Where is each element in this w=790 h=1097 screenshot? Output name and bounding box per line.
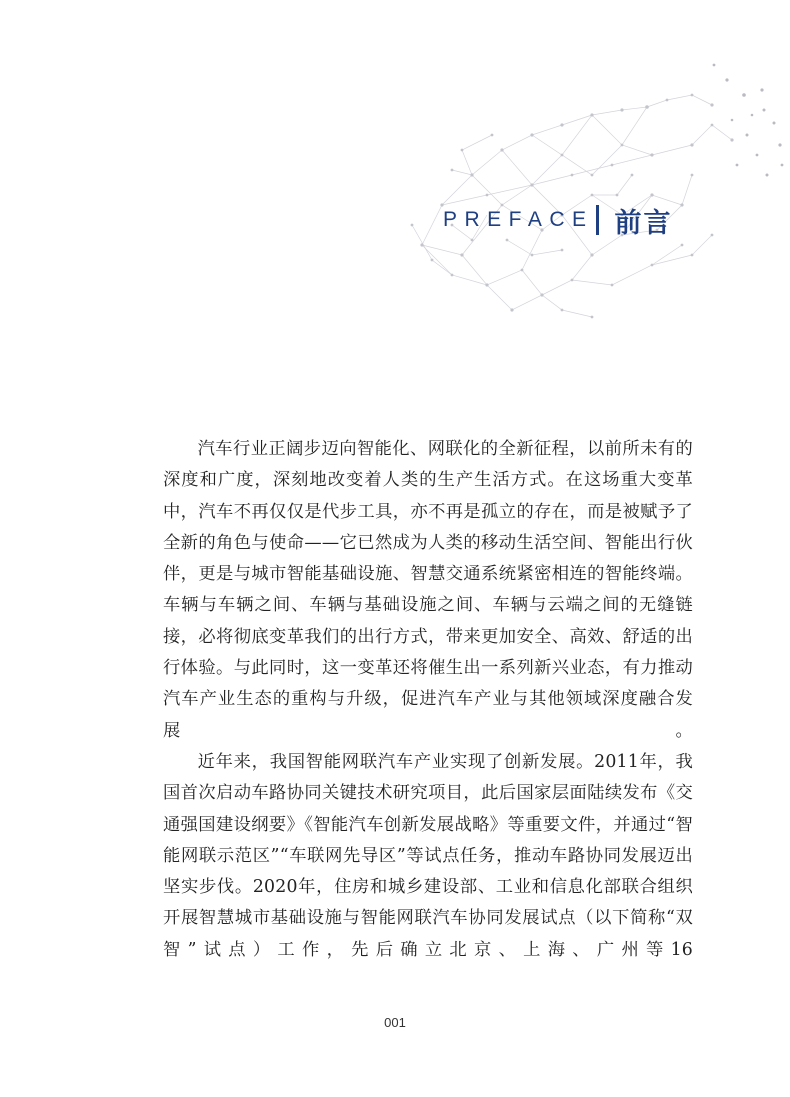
preface-body <box>163 434 693 966</box>
preface-title-en: PREFACE <box>443 208 594 231</box>
page-number: 001 <box>384 1015 406 1030</box>
network-map-decoration <box>392 55 790 320</box>
title-divider <box>596 205 599 235</box>
preface-header <box>443 197 673 243</box>
paragraph-2: 近年来，我国智能网联汽车产业实现了创新发展。2011年，我国首次启动车路协同关键技术研究项目，此后国家层面陆续发布《交通强国建设纲要》《智能汽车创新发展战略》等重要文件，并通过“智能网联示范区”“车联网先导区”等试点任务，推动车路协同发展迈出坚实步伐。2020年，住房和城乡建设部、工业和信息化部联合组织开展智慧城市基础设施与智能网联汽车协同发展试点（以下简称“双智”试点）工作，先后确立北京、上海、广州等16 <box>163 751 693 960</box>
paragraph-1: 汽车行业正阔步迈向智能化、网联化的全新征程，以前所未有的深度和广度，深刻地改变着人类的生产生活方式。在这场重大变革中，汽车不再仅仅是代步工具，亦不再是孤立的存在，而是被赋予了全新的角色与使命——它已然成为人类的移动生活空间、智能出行伙伴，更是与城市智能基础设施、智慧交通系统紧密相连的智能终端。车辆与车辆之间、车辆与基础设施之间、车辆与云端之间的无缝链接，必将彻底变革我们的出行方式，带来更加安全、高效、舒适的出行体验。与此同时，这一变革还将催生出一系列新兴业态，有力推动汽车产业生态的重构与升级，促进汽车产业与其他领域深度融合发展。 <box>163 439 693 741</box>
preface-title-cn: 前言 <box>614 207 673 239</box>
